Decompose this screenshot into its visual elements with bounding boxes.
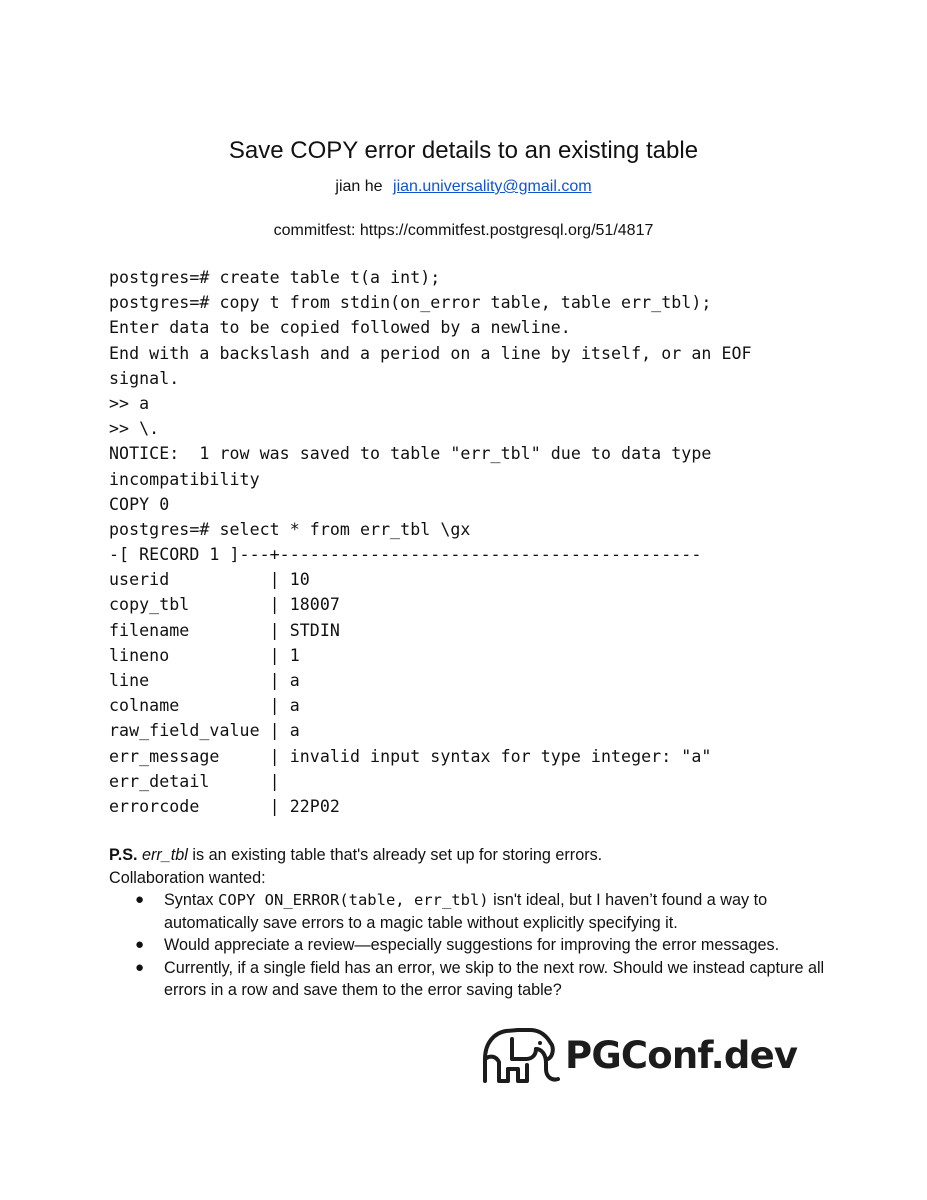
- ps-text: is an existing table that's already set up for storing errors.: [187, 846, 603, 864]
- bullet-icon: ●: [135, 958, 145, 976]
- terminal-line: signal.: [109, 368, 180, 388]
- ps-table-name: err_tbl: [142, 846, 188, 864]
- terminal-line: -[ RECORD 1 ]---+------------------------------------------: [109, 545, 702, 565]
- terminal-line: postgres=# select * from err_tbl \gx: [109, 519, 471, 539]
- terminal-line: copy_tbl | 18007: [109, 595, 340, 615]
- terminal-line: userid | 10: [109, 570, 310, 590]
- author-name: jian he: [335, 178, 383, 195]
- bullet-icon: ●: [135, 891, 145, 908]
- terminal-line: Enter data to be copied followed by a newline.: [109, 318, 571, 338]
- collaboration-heading: Collaboration wanted:: [109, 868, 266, 887]
- logo-text: PGConf.dev: [565, 1034, 798, 1077]
- pgconf-logo: [482, 1025, 822, 1087]
- terminal-line: postgres=# copy t from stdin(on_error table, table err_tbl);: [109, 293, 712, 313]
- page-title: Save COPY error details to an existing table: [228, 137, 699, 164]
- terminal-line: errorcode | 22P02: [109, 796, 340, 816]
- elephant-logo-icon: [482, 1025, 562, 1087]
- terminal-line: filename | STDIN: [109, 620, 340, 640]
- terminal-output: [109, 265, 809, 819]
- terminal-line: line | a: [109, 671, 300, 690]
- ps-paragraph: [109, 844, 829, 867]
- terminal-line: colname | a: [109, 696, 300, 716]
- terminal-line: lineno | 1: [109, 645, 300, 665]
- terminal-line: postgres=# create table t(a int);: [109, 268, 441, 287]
- list-item: [109, 934, 829, 957]
- ps-label: P.S.: [109, 846, 138, 864]
- terminal-line: >> \.: [109, 419, 160, 439]
- collaboration-list: [109, 889, 829, 1002]
- bullet1-pre: Syntax: [164, 891, 218, 909]
- terminal-line: err_detail |: [109, 771, 280, 791]
- list-item: [109, 889, 829, 934]
- bullet3-text: Currently, if a single field has an error, we skip to the next row. Should we instead capture all errors in a row and save them to the error saving table?: [164, 958, 825, 999]
- commitfest-line: commitfest: https://commitfest.postgresql.org/51/4817: [273, 222, 654, 239]
- bullet1-post: isn't ideal, but I haven’t found a way to automatically save errors to a magic table without explicitly specifying it.: [164, 891, 768, 932]
- author-line: [0, 177, 927, 197]
- terminal-line: NOTICE: 1 row was saved to table "err_tbl" due to data type: [109, 444, 712, 464]
- bullet2-text: Would appreciate a review—especially suggestions for improving the error messages.: [164, 936, 780, 954]
- list-item: [109, 957, 829, 1002]
- author-email-link[interactable]: jian.universality@gmail.com: [393, 178, 592, 195]
- terminal-line: incompatibility: [109, 469, 260, 489]
- terminal-line: >> a: [109, 393, 150, 413]
- terminal-line: err_message | invalid input syntax for type integer: "a": [109, 746, 712, 766]
- bullet1-code: COPY ON_ERROR(table, err_tbl): [218, 891, 489, 909]
- bullet-icon: ●: [135, 936, 145, 953]
- notes-section: [109, 844, 829, 1002]
- terminal-line: COPY 0: [109, 494, 170, 514]
- terminal-line: raw_field_value | a: [109, 721, 300, 741]
- terminal-line: End with a backslash and a period on a line by itself, or an EOF: [109, 343, 752, 363]
